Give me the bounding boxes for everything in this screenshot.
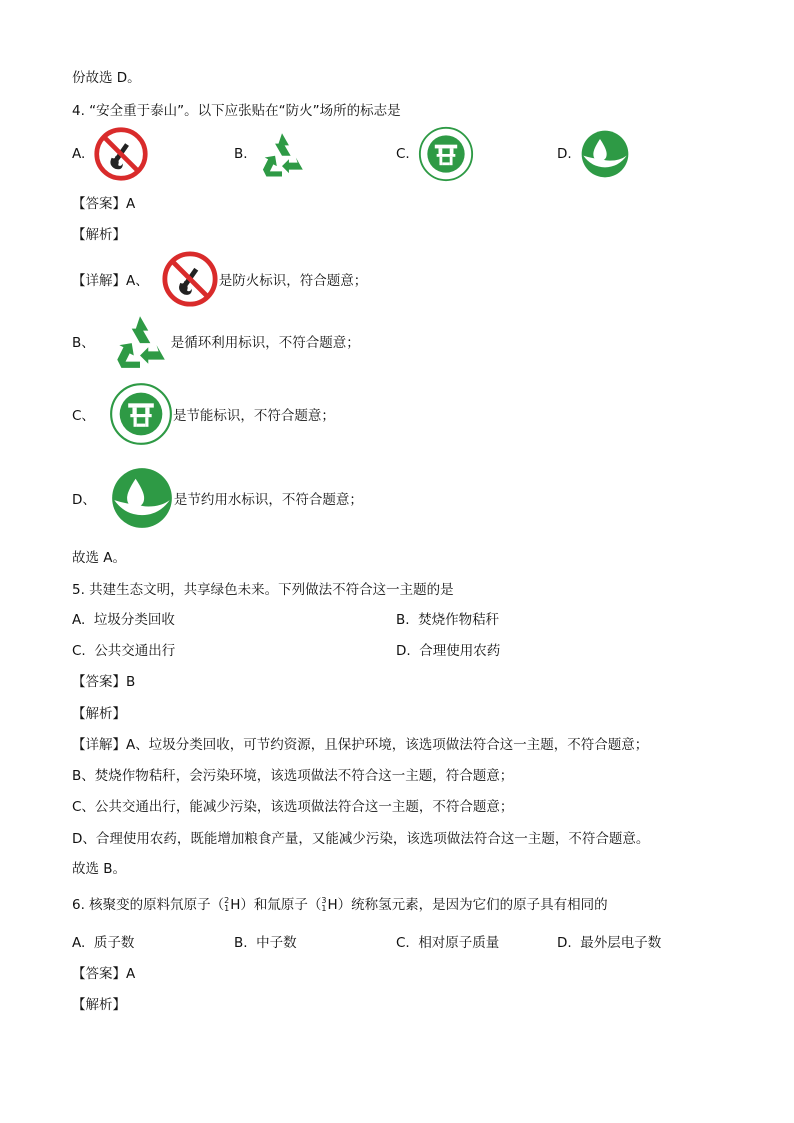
stem-part: ）和氚原子（ (240, 897, 322, 913)
option-text: 质子数 (93, 935, 135, 951)
q4-detail-b (72, 310, 360, 372)
water-saving-icon (110, 466, 174, 530)
q4-analysis-title: 【解析】 (72, 227, 126, 243)
q4-option-c[interactable] (396, 126, 474, 182)
q6-stem (72, 893, 608, 913)
stem-part: 6. 核聚变的原料氘原子（ (72, 897, 225, 913)
no-fire-icon (93, 126, 149, 182)
q5-option-b[interactable] (396, 608, 499, 628)
option-label: A. (72, 612, 86, 628)
option-text: 公共交通出行 (94, 643, 176, 659)
previous-conclusion: 份故选 D。 (72, 70, 141, 86)
q4-option-label: D. (557, 146, 572, 162)
q6-answer: 【答案】A (72, 966, 136, 982)
option-label: D. (557, 935, 572, 951)
q5-detail-d: D、合理使用农药，既能增加粮食产量，又能减少污染，该选项做法符合这一主题，不符合题意。 (72, 831, 650, 847)
q5-conclusion: 故选 B。 (72, 861, 127, 877)
option-label: B. (234, 935, 248, 951)
q6-option-a[interactable] (72, 931, 134, 951)
option-label: C. (72, 643, 86, 659)
element-symbol: H (327, 897, 338, 913)
q5-detail-c: C、公共交通出行，能减少污染，该选项做法符合这一主题，不符合题意； (72, 799, 514, 815)
energy-saving-icon (109, 382, 173, 446)
q6-option-d[interactable] (557, 931, 661, 951)
energy-saving-icon (418, 126, 474, 182)
option-label: C. (396, 935, 410, 951)
q4-option-label: A. (72, 146, 86, 162)
mass-number: 3 (321, 896, 327, 905)
detail-prefix: D、 (72, 492, 96, 508)
q4-option-b[interactable] (234, 126, 308, 182)
q4-detail-a (72, 250, 367, 308)
q5-analysis-title: 【解析】 (72, 706, 126, 722)
option-label: A. (72, 935, 86, 951)
mass-number: 2 (224, 896, 230, 905)
water-saving-icon (580, 129, 630, 179)
q5-detail-b: B、焚烧作物秸秆，会污染环境，该选项做法不符合这一主题，符合题意； (72, 768, 514, 784)
option-label: D. (396, 643, 411, 659)
q4-option-a[interactable] (72, 126, 149, 182)
q6-option-b[interactable] (234, 931, 297, 951)
option-text: 中子数 (256, 935, 297, 951)
q5-option-d[interactable] (396, 639, 500, 659)
q4-detail-d (72, 466, 363, 530)
element-symbol: H (230, 897, 241, 913)
q5-option-c[interactable] (72, 639, 175, 659)
q4-stem: 4. “安全重于泰山”。以下应张贴在“防火”场所的标志是 (72, 103, 401, 119)
q6-option-c[interactable] (396, 931, 499, 951)
recycle-icon (109, 310, 171, 372)
detail-prefix: 【详解】A、 (72, 273, 149, 289)
detail-text: 是循环利用标识，不符合题意； (170, 335, 360, 351)
isotope-notation (224, 897, 229, 913)
detail-prefix: C、 (72, 408, 95, 424)
detail-text: 是节约用水标识，不符合题意； (173, 492, 363, 508)
q5-stem: 5. 共建生态文明，共享绿色未来。下列做法不符合这一主题的是 (72, 582, 454, 598)
q4-option-label: C. (396, 146, 410, 162)
q4-answer: 【答案】A (72, 196, 136, 212)
detail-prefix: B、 (72, 335, 95, 351)
q5-detail-a: 【详解】A、垃圾分类回收，可节约资源，且保护环境，该选项做法符合这一主题，不符合题意； (72, 737, 649, 753)
option-text: 垃圾分类回收 (93, 612, 175, 628)
q6-analysis-title: 【解析】 (72, 997, 126, 1013)
detail-text: 是节能标识，不符合题意； (172, 408, 335, 424)
q5-option-a[interactable] (72, 608, 175, 628)
isotope-notation (321, 897, 326, 913)
option-text: 相对原子质量 (418, 935, 500, 951)
no-fire-icon (161, 250, 219, 308)
q4-detail-c (72, 382, 335, 446)
q4-option-label: B. (234, 146, 248, 162)
option-label: B. (396, 612, 410, 628)
atomic-number: 1 (321, 904, 327, 913)
option-text: 焚烧作物秸秆 (418, 612, 500, 628)
recycle-icon (256, 128, 308, 180)
option-text: 合理使用农药 (419, 643, 501, 659)
q5-answer: 【答案】B (72, 674, 136, 690)
option-text: 最外层电子数 (580, 935, 662, 951)
detail-text: 是防火标识，符合题意； (218, 273, 368, 289)
stem-part: ）统称氢元素，是因为它们的原子具有相同的 (337, 897, 608, 913)
q4-conclusion: 故选 A。 (72, 550, 127, 566)
atomic-number: 1 (224, 904, 230, 913)
q4-option-d[interactable] (557, 126, 630, 182)
